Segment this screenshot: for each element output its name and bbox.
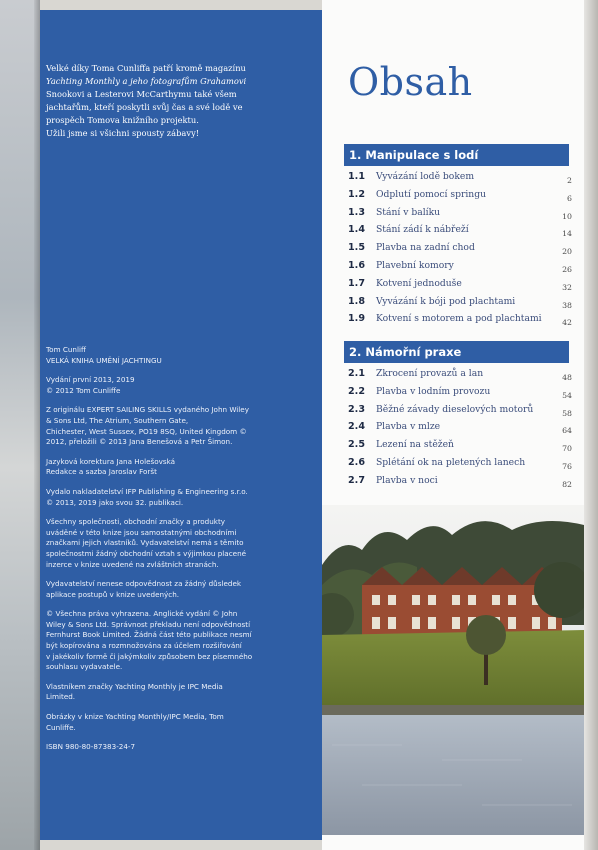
- toc-entry-page: 2: [567, 176, 572, 185]
- thanks-line: Snookovi a Lesterovi McCarthymu také všem: [46, 89, 237, 99]
- imprint-line: společnostmi žádný obchodní vztah s výjimkou placené: [46, 548, 247, 558]
- toc-entry: [348, 386, 572, 404]
- imprint-brand-block: [46, 682, 274, 703]
- toc-entry: [348, 313, 572, 331]
- toc-entry: [348, 278, 572, 296]
- toc-entry-number: 1.8: [348, 295, 365, 307]
- imprint-isbn-block: [46, 742, 274, 753]
- toc-entry-label: Kotvení jednoduše: [376, 277, 462, 289]
- thanks-line: Yachting Monthly a jeho fotografům Grahamovi: [46, 76, 247, 86]
- toc-entry-number: 2.6: [348, 456, 365, 468]
- thanks-line: Velké díky Toma Cunliffa patří kromě magazínu: [46, 63, 246, 73]
- page-stack-edge: [584, 0, 598, 850]
- imprint-line: aplikace postupů v knize uvedených.: [46, 589, 180, 599]
- toc-entry-page: 76: [562, 461, 572, 471]
- imprint-line: souhlasu vydavatele.: [46, 662, 123, 672]
- section-heading: 2. Námořní praxe: [344, 341, 569, 363]
- toc-entry-label: Splétání ok na pletených lanech: [376, 456, 526, 468]
- toc-entry-number: 2.3: [348, 403, 365, 415]
- toc-entry-page: 54: [562, 390, 572, 400]
- isbn: ISBN 980-80-87383-24-7: [46, 742, 136, 752]
- toc-entry: [348, 439, 572, 457]
- toc-entry-page: 10: [562, 211, 572, 221]
- imprint-line: Redakce a sazba Jaroslav Foršt: [46, 467, 157, 477]
- toc-entry-label: Zkrocení provazů a lan: [376, 368, 484, 379]
- imprint-publisher-block: [46, 487, 274, 508]
- toc-entry-number: 2.2: [348, 385, 365, 397]
- imprint-line: 2012, přeložili © 2013 Jana Benešová a Petr Šimon.: [46, 437, 233, 447]
- toc-entry-label: Lezení na stěžeň: [376, 439, 454, 451]
- toc-entry-label: Kotvení s motorem a pod plachtami: [376, 313, 542, 325]
- imprint-line: Obrázky v knize Yachting Monthly/IPC Media, Tom: [46, 712, 224, 722]
- imprint-line: Vydání první 2013, 2019: [46, 375, 135, 385]
- toc-entry-page: 64: [562, 426, 572, 436]
- toc-entry-number: 2.5: [348, 439, 365, 451]
- imprint-line: Wiley & Sons Ltd. Správnost překladu není odpovědností: [46, 619, 251, 629]
- toc-entry: [348, 475, 572, 493]
- imprint-trademarks-block: [46, 517, 274, 570]
- toc-entry: [348, 421, 572, 439]
- toc-entry-label: Vyvázání k bóji pod plachtami: [376, 295, 516, 307]
- imprint-line: © 2012 Tom Cunliffe: [46, 385, 121, 395]
- imprint-line: Chichester, West Sussex, PO19 8SQ, United Kingdom ©: [46, 426, 247, 436]
- imprint-line: © Všechna práva vyhrazena. Anglické vydání © John: [46, 609, 238, 619]
- toc-entry: [348, 457, 572, 475]
- toc-entry-label: Plavba na zadní chod: [376, 242, 475, 254]
- toc-entry-page: 6: [567, 193, 572, 203]
- imprint-title-block: [46, 345, 274, 366]
- imprint-original-block: [46, 405, 274, 447]
- imprint-line: Z originálu EXPERT SAILING SKILLS vydaného John Wiley: [46, 405, 249, 415]
- toc-entry-number: 2.4: [348, 421, 365, 433]
- imprint-rights-block: [46, 609, 274, 673]
- toc-entry: [348, 171, 572, 189]
- toc-entry-label: Plavební komory: [376, 259, 454, 271]
- imprint-editors-block: [46, 457, 274, 478]
- imprint-line: Vlastníkem značky Yachting Monthly je IPC Media: [46, 681, 223, 691]
- imprint-line: © 2013, 2019 jako svou 32. publikaci.: [46, 497, 184, 507]
- toc-entry-label: Vyvázání lodě bokem: [376, 171, 475, 182]
- toc-entry: [348, 242, 572, 260]
- toc-entry: [348, 404, 572, 422]
- imprint-line: Tom Cunliff: [46, 345, 86, 354]
- toc-entry: [348, 207, 572, 225]
- acknowledgement-text: [46, 62, 272, 140]
- imprint-line: uváděné v této knize jsou samostatnými obchodními: [46, 527, 237, 537]
- toc-list: [348, 171, 572, 331]
- toc-entry-label: Plavba v noci: [376, 474, 438, 486]
- thanks-line: Užili jsme si všichni spousty zábavy!: [46, 128, 200, 138]
- toc-entry-page: 42: [562, 318, 572, 328]
- imprint-line: inzerce v knize uvedené na zvláštních stranách.: [46, 559, 219, 569]
- cover-photo-houses: [322, 505, 584, 835]
- imprint-line: Limited.: [46, 692, 76, 702]
- imprint-line: & Sons Ltd, The Atrium, Southern Gate,: [46, 415, 189, 425]
- imprint-line: Cunliffe.: [46, 722, 76, 732]
- toc-entry-page: 58: [562, 408, 572, 418]
- toc-list: [348, 368, 572, 493]
- toc-entry-page: 38: [562, 300, 572, 310]
- toc-entry-number: 1.3: [348, 206, 365, 218]
- imprint-text: [46, 345, 274, 762]
- toc-entry-label: Běžné závady dieselových motorů: [376, 403, 534, 415]
- toc-entry-number: 2.7: [348, 474, 365, 486]
- toc-entry: [348, 260, 572, 278]
- toc-entry-number: 1.9: [348, 313, 365, 325]
- toc-entry-label: Odplutí pomocí springu: [376, 188, 487, 200]
- toc-entry: [348, 296, 572, 314]
- toc-entry-label: Plavba v mlze: [376, 421, 441, 433]
- imprint-line: Vydalo nakladatelství IFP Publishing & Engineering s.r.o.: [46, 486, 248, 496]
- page-title: Obsah: [348, 60, 473, 104]
- section-heading: 1. Manipulace s lodí: [344, 144, 569, 166]
- toc-entry-page: 32: [562, 282, 572, 292]
- toc-entry-page: 48: [562, 373, 572, 382]
- thanks-line: prospěch Tomova knižního projektu.: [46, 115, 199, 125]
- toc-entry-label: Plavba v lodním provozu: [376, 385, 491, 397]
- imprint-line: v jakékoliv formě či jakýmkoliv způsobem bez písemného: [46, 651, 253, 661]
- imprint-line: Všechny společnosti, obchodní značky a produkty: [46, 517, 226, 527]
- toc-entry-label: Stání zádí k nábřeží: [376, 224, 469, 236]
- thanks-line: jachtařům, kteří poskytli svůj čas a své lodě ve: [46, 102, 243, 112]
- imprint-line: VELKÁ KNIHA UMĚNÍ JACHTINGU: [46, 355, 162, 365]
- toc-entry: [348, 368, 572, 386]
- toc-entry-page: 82: [562, 479, 572, 489]
- imprint-line: být kopírována a rozmnožována za účelem rozšiřování: [46, 641, 242, 651]
- imprint-line: Vydavatelství nenese odpovědnost za žádný důsledek: [46, 579, 242, 589]
- toc-entry-number: 1.4: [348, 224, 365, 236]
- toc-entry-number: 1.7: [348, 277, 365, 289]
- toc-entry-number: 2.1: [348, 368, 365, 379]
- toc-entry-page: 14: [562, 229, 572, 239]
- toc-entry-page: 26: [562, 264, 572, 274]
- imprint-liability-block: [46, 579, 274, 600]
- imprint-edition-block: [46, 375, 274, 396]
- toc-entry-number: 1.5: [348, 242, 365, 254]
- imprint-images-block: [46, 712, 274, 733]
- adjacent-page-edge: [0, 0, 40, 850]
- toc-entry-label: Stání v balíku: [376, 206, 441, 218]
- toc-entry-page: 20: [562, 247, 572, 257]
- toc-entry-page: 70: [562, 444, 572, 454]
- toc-entry-number: 1.6: [348, 259, 365, 271]
- imprint-line: Jazyková korektura Jana Holešovská: [46, 456, 176, 466]
- toc-entry-number: 1.1: [348, 171, 365, 182]
- imprint-line: Fernhurst Book Limited. Žádná část této publikace nesmí: [46, 630, 252, 640]
- toc-entry: [348, 189, 572, 207]
- toc-entry-number: 1.2: [348, 188, 365, 200]
- imprint-line: značkami jejich vlastníků. Vydavatelství nemá s těmito: [46, 538, 244, 548]
- toc-entry: [348, 224, 572, 242]
